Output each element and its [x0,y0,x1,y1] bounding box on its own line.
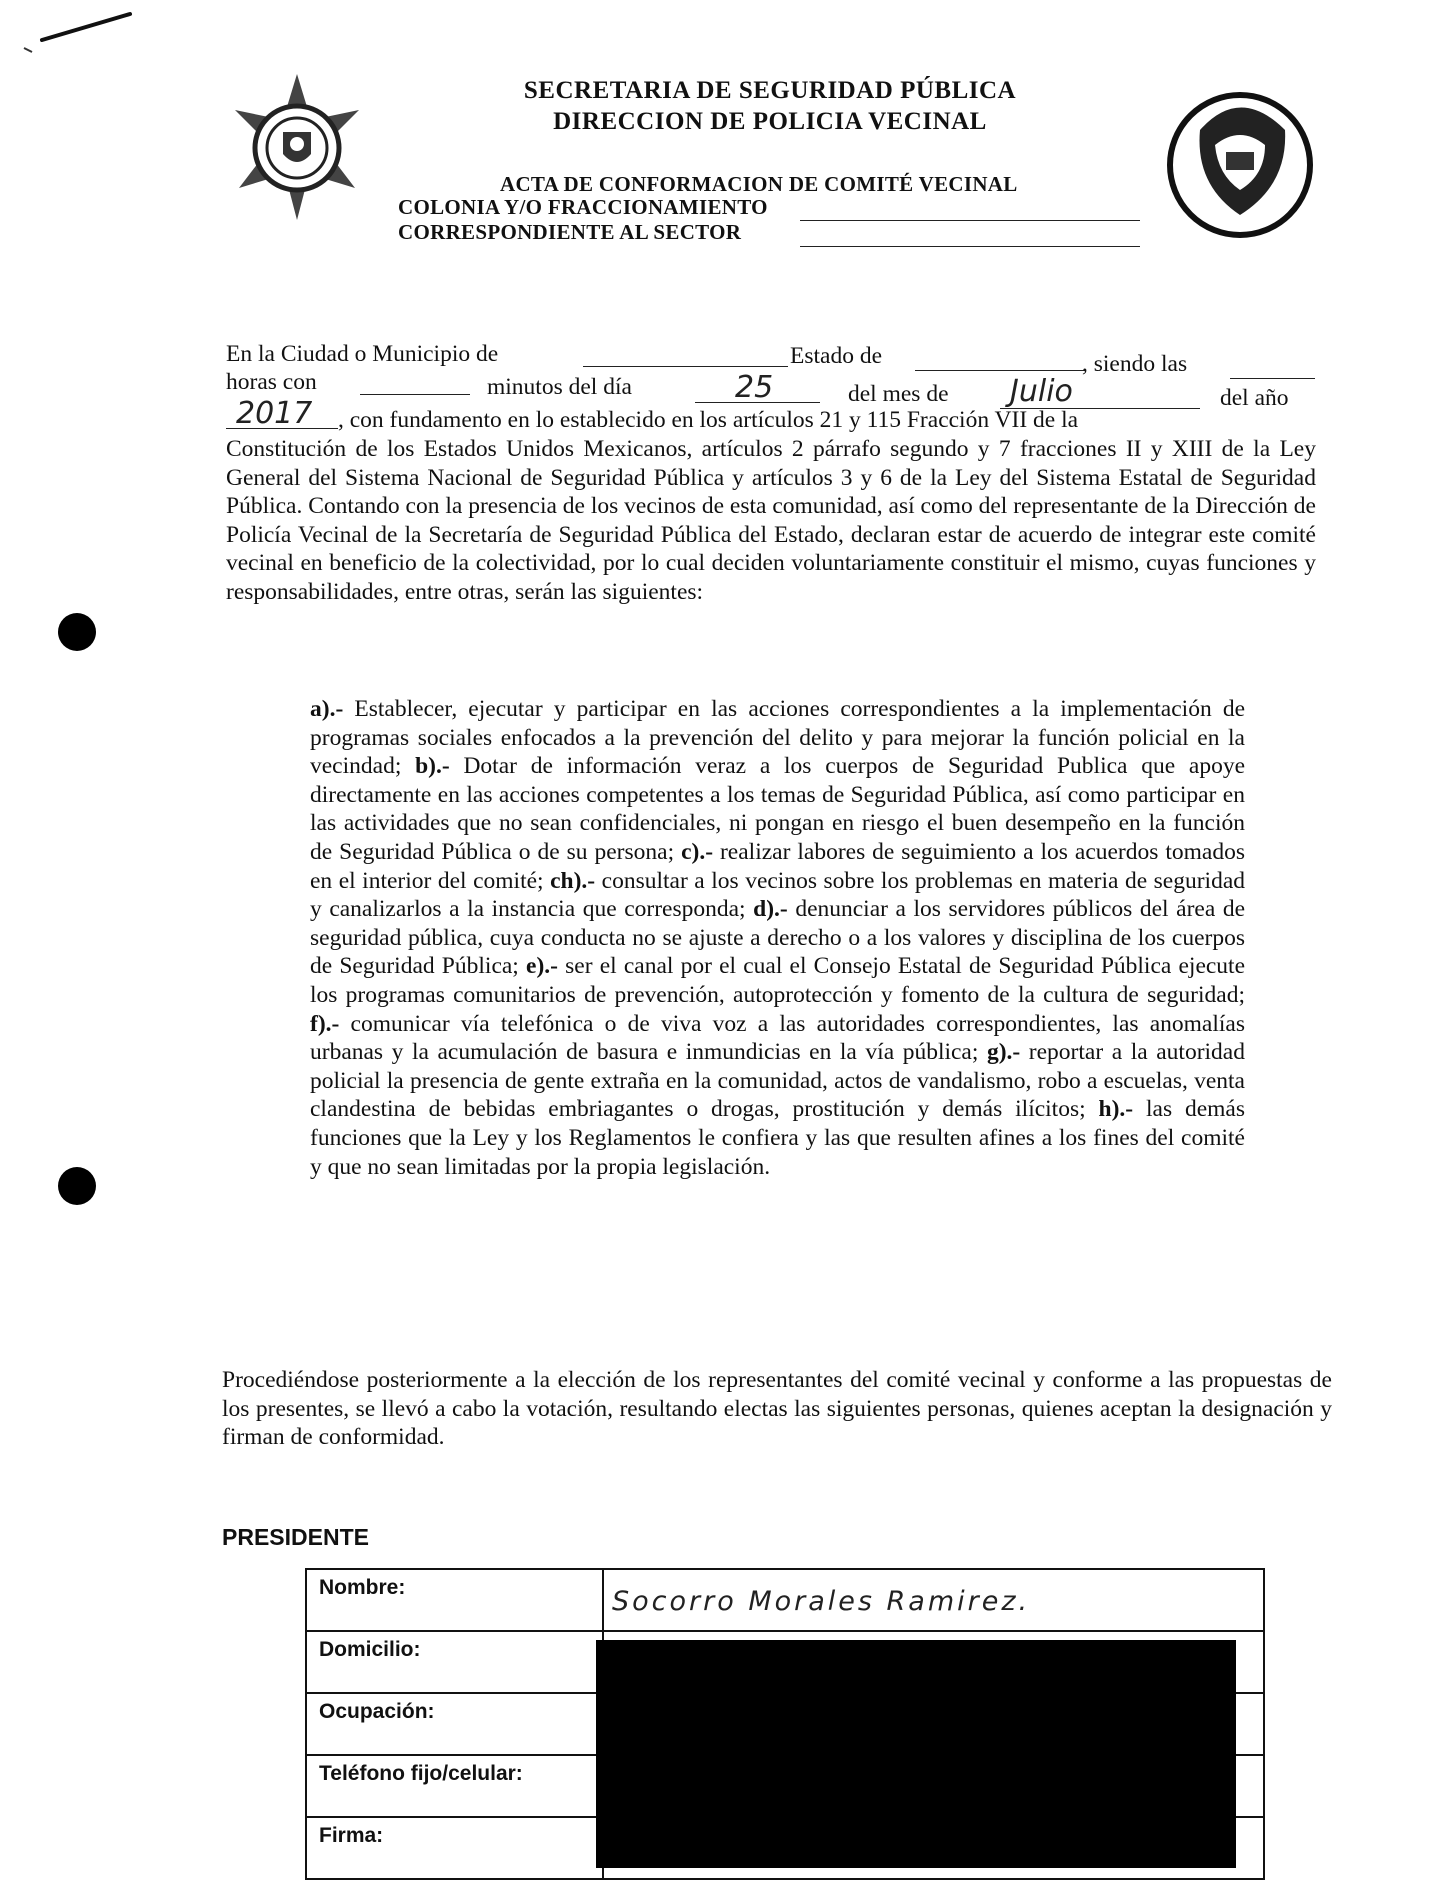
consejo-estatal-seal [1160,90,1320,240]
func-d: denunciar a los servidores públicos del área de seguridad pública, cuya conducta no se ajuste a derecho o a los valores y disciplina de los cuerpos de Seguridad Pública; [310,896,1245,980]
state-line [915,370,1085,371]
func-c: realizar labores de seguimiento a los acuerdos tomados en el interior del comité; [310,838,1245,894]
colonia-label: COLONIA Y/O FRACCIONAMIENTO [398,195,768,219]
functions-paragraph [310,695,1245,1181]
func-e-label: e).- [526,953,558,980]
func-d-label: d).- [753,896,788,923]
handwritten-year: 2017 [236,396,313,431]
handwritten-month: Julio [1010,374,1073,409]
handwritten-day: 25 [735,370,774,405]
punch-hole-bottom [58,1167,96,1205]
header-line-1: SECRETARIA DE SEGURIDAD PÚBLICA [523,77,1017,104]
table-row [306,1569,1264,1631]
intro-paragraph: Constitución de los Estados Unidos Mexicanos, artículos 2 párrafo segundo y 7 fracciones II y XIII de la Ley General del Sistema Nacional de Seguridad Pública y artículos 3 y 6 de la Ley del Sistema Estatal de Seguridad Pública. Contando con la presencia de los vecinos de esta comunidad, así como del representante de la Dirección de Policía Vecinal de la Secretaría de Seguridad Pública del Estado, declaran estar de acuerdo de integrar este comité vecinal en beneficio de la colectividad, por lo cual deciden voluntariamente constituir el mismo, cuyas funciones y responsabilidades, entre otras, serán las siguientes: [226,436,1316,605]
func-f-label: f).- [310,1010,340,1037]
intro-horas-label: horas con [226,369,317,395]
func-g-label: g).- [986,1039,1021,1066]
colonia-line [800,220,1140,221]
func-a-label: a).- [310,696,344,722]
police-badge-seal [225,70,370,225]
header-line-2: DIRECCION DE POLICIA VECINAL [553,108,987,135]
intro-year-label: del año [1220,385,1289,411]
func-b: Dotar de información veraz a los cuerpos de Seguridad Publica que apoye directamente en las acciones competentes a los temas de Seguridad Pública, así como participar en las actividades que no sean confidenciales, ni pongan en riesgo el buen desempeño en la función de Seguridad Pública o de su persona; [310,753,1245,865]
func-g: reportar a la autoridad policial la presencia de gente extraña en la comunidad, actos de vandalismo, robo a escuelas, venta clandestina de bebidas embriagantes o drogas, prostitución y demás ilícitos; [310,1039,1245,1123]
phone-label: Teléfono fijo/celular: [306,1755,603,1817]
president-heading: PRESIDENTE [222,1524,369,1550]
intro-city-label: En la Ciudad o Municipio de [226,341,499,367]
intro-state-label: Estado de [790,343,883,369]
address-label: Domicilio: [306,1631,603,1693]
func-h-label: h).- [1098,1096,1134,1123]
sector-label: CORRESPONDIENTE AL SECTOR [398,220,742,244]
func-ch-label: ch).- [550,867,596,894]
punch-hole-top [58,613,96,651]
city-line [583,366,788,367]
func-b-label: b).- [415,753,450,780]
closing-paragraph: Procediéndose posteriormente a la elección de los representantes del comité vecinal y conforme a las propuestas de los presentes, se llevó a cabo la votación, resultando electas las siguientes personas, quienes aceptan la designación y firman de conformidad. [222,1367,1332,1451]
intro-minutes-label: minutos del día [487,374,632,400]
intro-month-label: del mes de [848,381,949,407]
func-c-label: c).- [681,838,714,865]
func-a: Establecer, ejecutar y participar en las acciones correspondientes a la implementación de programas sociales enfocados a la prevención del delito y para mejorar la función policial en la vecindad; [310,696,1245,780]
func-e: ser el canal por el cual el Consejo Estatal de Seguridad Pública ejecute los programas comunitarios de prevención, autoprotección y fomento de la cultura de seguridad; [310,953,1246,1008]
handwritten-name: Socorro Morales Ramirez. [612,1586,1031,1617]
intro-hours-label: , siendo las [1082,351,1188,377]
signature-label: Firma: [306,1817,603,1879]
sector-line [800,246,1140,247]
intro-line-3: , con fundamento en lo establecido en los artículos 21 y 115 Fracción VII de la [338,407,1079,433]
redaction-block [596,1640,1236,1868]
occupation-label: Ocupación: [306,1693,603,1755]
acta-title: ACTA DE CONFORMACION DE COMITÉ VECINAL [500,172,1018,196]
hours-line [1230,378,1315,379]
minutes-line [360,394,470,395]
name-cell [603,1569,1264,1631]
name-label: Nombre: [306,1569,603,1631]
func-ch: consultar a los vecinos sobre los problemas en materia de seguridad y canalizarlos a la instancia que corresponda; [310,867,1246,923]
func-f: comunicar vía telefónica o de viva voz a las autoridades correspondientes, las anomalías urbanas y la acumulación de basura e inmundicias en la vía pública; [310,1010,1245,1066]
func-h: las demás funciones que la Ley y los Reglamentos le confiera y las que resulten afines a los fines del comité y que no sean limitadas por la propia legislación. [310,1096,1246,1180]
pen-mark [20,8,140,58]
